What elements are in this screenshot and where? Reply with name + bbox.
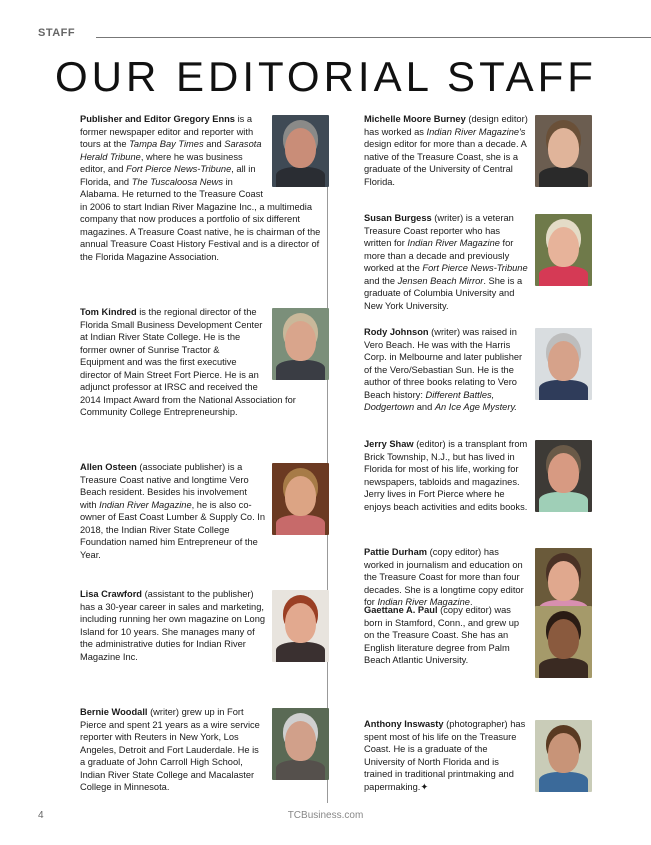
publication-title: Sarasota Herald Tribune [80, 139, 262, 162]
bio-text: (assistant to the publisher) has a 30-year career in sales and marketing, including running her own magazine on Long Island for 10 years. She manages many of the administrative duties for Indian River Magazine Inc. [80, 589, 266, 662]
bio-text: (photographer) has spent most of his life on the Treasure Coast. He is a graduate of the University of North Florida and is trained in traditional printmaking and papermaking. [364, 719, 526, 792]
publication-title: The Tuscaloosa News [131, 176, 223, 187]
staff-name: Gaettane A. Paul [364, 605, 438, 615]
staff-photo [272, 590, 329, 662]
photo-shape [276, 360, 325, 380]
staff-bio [80, 588, 329, 665]
staff-photo [535, 328, 592, 400]
staff-photo [535, 115, 592, 187]
staff-photo [535, 720, 592, 792]
photo-shape [285, 476, 316, 516]
photo-shape [548, 453, 579, 493]
photo-shape [539, 167, 588, 187]
photo-shape [539, 772, 588, 792]
photo-shape [539, 492, 588, 512]
publication-title: Fort Pierce News-Tribune [422, 263, 528, 274]
photo-shape [285, 128, 316, 168]
bio-text: , he is also co-owner of East Coast Lumber & Supply Co. In 2018, the Indian River State College Foundation named him Entrepreneur of the Year. [80, 499, 265, 560]
publication-title: An Ice Age Mystery. [434, 402, 517, 413]
staff-name: Lisa Crawford [80, 589, 142, 599]
staff-name: Rody Johnson [364, 327, 429, 337]
staff-bio [364, 718, 592, 795]
photo-shape [276, 515, 325, 535]
staff-bio [80, 461, 329, 561]
staff-bio [364, 326, 592, 414]
bio-text: (associate publisher) is a Treasure Coast native and longtime Vero Beach resident. Besides his involvement with [80, 462, 249, 510]
bio-text: , all in Florida, and [80, 164, 256, 187]
staff-bio [364, 113, 592, 190]
bio-text: design editor for more than a decade. A native of the Treasure Coast, she is a graduate of the University of Central Florida. [364, 139, 527, 187]
staff-photo [535, 440, 592, 512]
photo-shape [285, 721, 316, 761]
photo-shape [548, 619, 579, 659]
publication-title: Indian River Magazine's [426, 126, 526, 137]
bio-text: , where he was business editor, and [80, 151, 243, 175]
staff-photo [272, 708, 329, 780]
photo-shape [548, 227, 579, 267]
publication-title: Indian River Magazine [407, 238, 500, 249]
staff-bio [364, 438, 592, 515]
photo-shape [548, 561, 579, 601]
publication-title: Tampa Bay Times [129, 139, 204, 150]
staff-bio [80, 706, 329, 794]
bio-text: . [469, 597, 473, 608]
bio-text: is the regional director of the Florida Small Business Development Center at Indian River State College. He is the former owner of Sunrise Tractor & Equipment and was the first executive director of Main Street Fort Pierce. He is an adjunct professor at IRSC and received the 2014 Impact Award from the National Association for Community College Entrepreneurship. [80, 307, 296, 418]
photo-shape [276, 760, 325, 780]
section-label: STAFF [38, 27, 76, 39]
staff-name: Publisher and Editor Gregory Enns [80, 114, 235, 124]
photo-shape [276, 167, 325, 187]
bio-text: (writer) was raised in Vero Beach. He was with the Harris Corp. in Melbourne and later publisher of the Vero/Sebastian Sun. He is the author of three books relating to Vero Beach history: [364, 327, 523, 400]
header-rule [96, 37, 651, 38]
photo-shape [285, 603, 316, 643]
bio-text: and [414, 402, 435, 413]
publication-title: Different Battles, Dodgertown [364, 389, 495, 413]
staff-name: Jerry Shaw [364, 439, 414, 449]
photo-shape [548, 128, 579, 168]
bio-text: (design editor) has worked as [364, 114, 528, 137]
staff-photo [272, 308, 329, 380]
bio-text: (writer) is a veteran Treasure Coast reporter who has written for [364, 213, 514, 249]
staff-photo [535, 606, 592, 678]
staff-photo [535, 214, 592, 286]
staff-bio [80, 113, 329, 264]
publication-title: Indian River Magazine [99, 499, 192, 510]
photo-shape [548, 341, 579, 381]
staff-bio [364, 604, 592, 681]
page-title: OUR EDITORIAL STAFF [55, 53, 597, 100]
staff-name: Allen Osteen [80, 462, 137, 472]
staff-bio [80, 306, 329, 419]
staff-name: Michelle Moore Burney [364, 114, 466, 124]
bio-text: is a former newspaper editor and reporter with tours at the [80, 114, 254, 150]
photo-shape [539, 380, 588, 400]
staff-name: Pattie Durham [364, 547, 428, 557]
bio-text: (writer) grew up in Fort Pierce and spent 21 years as a wire service reporter with Reuters in New York, Los Angeles, Detroit and Fort Lauderdale. He is a graduate of John Carroll High School, Indian River State College and Macalaster College in Minnesota. [80, 707, 260, 793]
publication-title: Indian River Magazine [377, 597, 470, 608]
staff-name: Anthony Inswasty [364, 719, 444, 729]
bio-text: in Alabama. He returned to the Treasure Coast in 2006 to start Indian River Magazine Inc., a multimedia company that now produces a portfolio of six different magazines. A Treasure Coast native, he is chairman of the annual Treasure Coast History Festival and is a director of the Florida Magazine Association. [80, 176, 321, 263]
publication-title: Jensen Beach Mirror [397, 275, 484, 286]
bio-text: (copy editor) has worked in journalism and education on the Treasure Coast for more than four decades. She is a longtime copy editor for [364, 547, 524, 608]
staff-photo [272, 115, 329, 187]
bio-text: ✦ [420, 781, 429, 792]
photo-shape [276, 642, 325, 662]
photo-shape [539, 658, 588, 678]
footer-site: TCBusiness.com [287, 810, 364, 821]
page-number: 4 [38, 810, 44, 821]
photo-shape [539, 266, 588, 286]
publication-title: Fort Pierce News-Tribune [126, 164, 232, 175]
bio-text: and the [364, 275, 398, 286]
staff-name: Bernie Woodall [80, 707, 148, 717]
bio-text: . She is a graduate of Columbia University and New York University. [364, 275, 523, 311]
staff-name: Tom Kindred [80, 307, 137, 317]
bio-text: (editor) is a transplant from Brick Township, N.J., but has lived in Florida for most of his life, working for newspapers, tabloids and magazines. Jerry lives in Fort Pierce where he enjoys beach activities and edits books. [364, 439, 528, 512]
photo-shape [548, 733, 579, 773]
staff-bio [364, 212, 592, 312]
photo-shape [285, 321, 316, 361]
bio-text: (copy editor) was born in Stamford, Conn., and grew up on the Treasure Coast. She has an English literature degree from Palm Beach Atlantic University. [364, 605, 520, 666]
staff-photo [272, 463, 329, 535]
bio-text: for more than a decade and previously worked at the [364, 238, 514, 274]
staff-name: Susan Burgess [364, 213, 432, 223]
bio-text: and [203, 139, 225, 150]
